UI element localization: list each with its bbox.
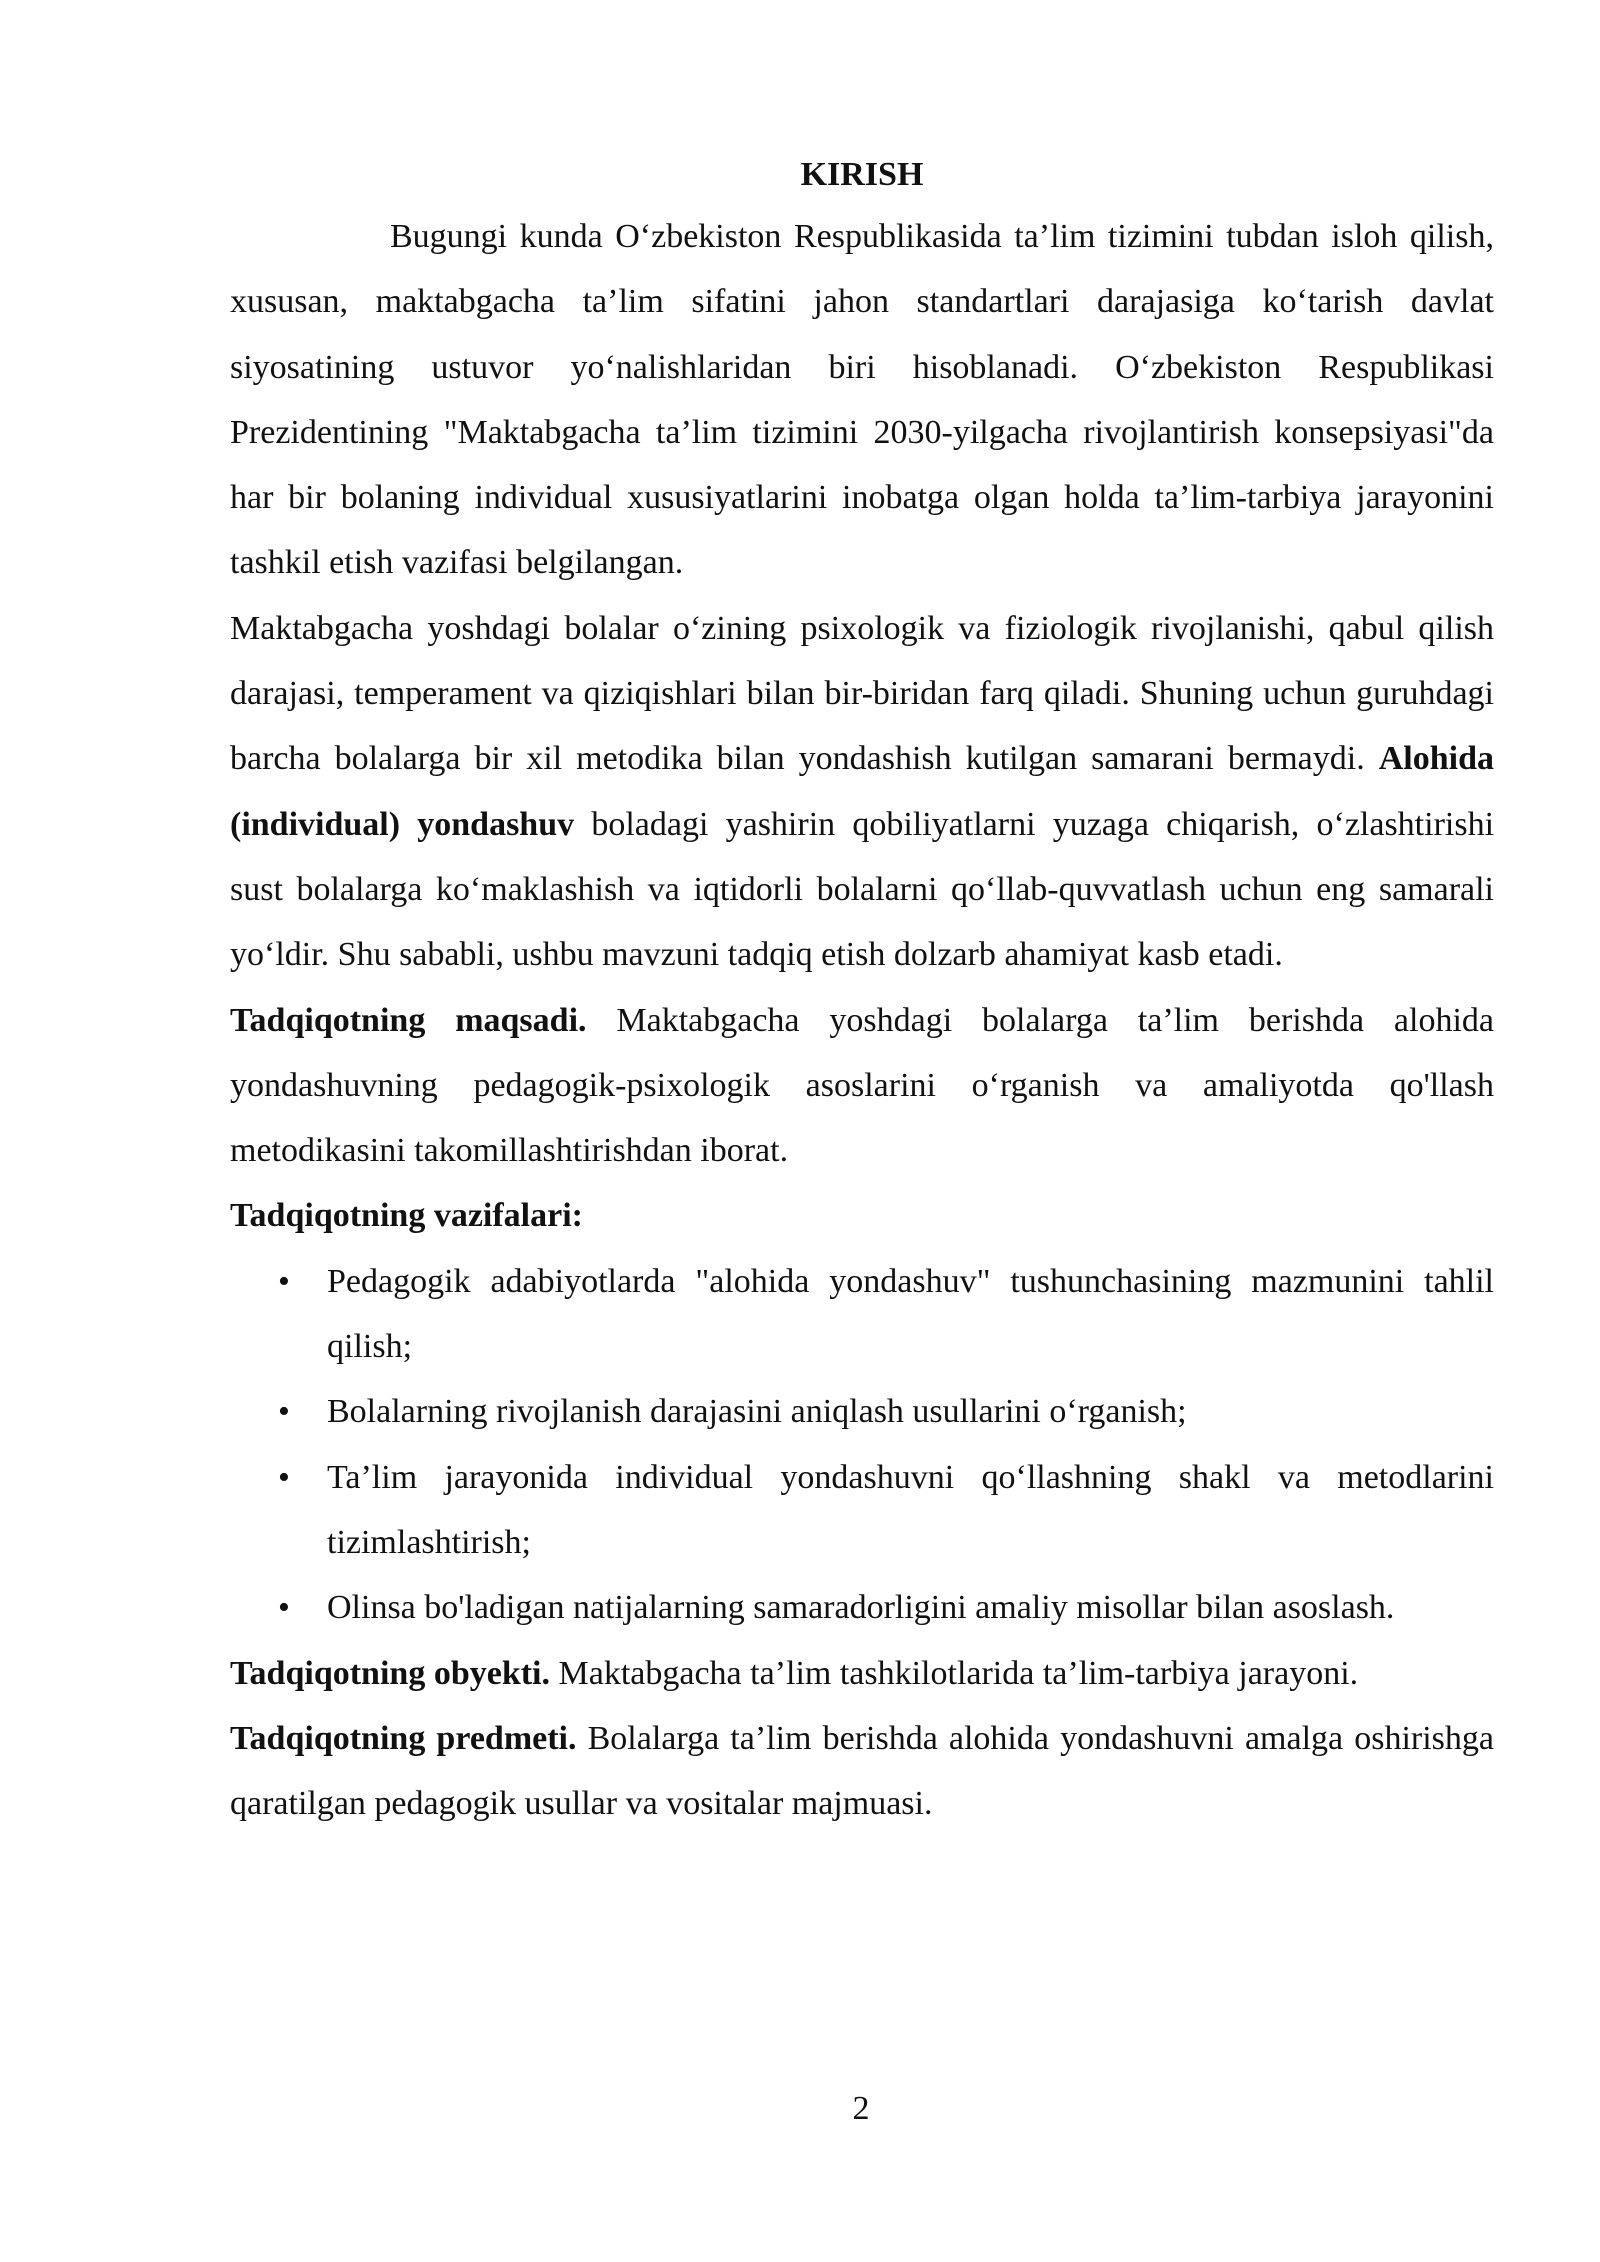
tasks-list — [230, 1249, 1494, 1641]
tasks-heading — [230, 1183, 1494, 1248]
relevance-paragraph — [230, 596, 1494, 988]
bullet-icon: • — [278, 1589, 290, 1627]
list-item-text: Pedagogik adabiyotlarda "alohida yondashuv" tushunchasining mazmunini tahlil qilish; — [327, 1262, 1494, 1366]
list-item — [230, 1379, 1494, 1444]
goal-text: Maktabgacha yoshdagi bolalarga ta’lim berishda alohida yondashuvning pedagogik-psixologik asoslarini oʻrganish va amaliyotda qo'llash metodikasini takomillashtirishdan iborat. — [230, 1001, 1494, 1170]
tasks-label: Tadqiqotning vazifalari: — [230, 1197, 583, 1235]
document-body — [230, 150, 1494, 1836]
list-item-text: Bolalarning rivojlanish darajasini aniqlash usullarini oʻrganish; — [327, 1393, 1187, 1431]
list-item — [230, 1445, 1494, 1576]
bullet-icon: • — [278, 1458, 290, 1496]
goal-paragraph — [230, 988, 1494, 1184]
list-item — [230, 1575, 1494, 1640]
object-text: Maktabgacha ta’lim tashkilotlarida ta’lim-tarbiya jarayoni. — [558, 1654, 1359, 1692]
relevance-bold-term: Alohida (individual) yondashuv — [230, 740, 1495, 843]
section-title: KIRISH — [800, 156, 924, 193]
intro-paragraph: Bugungi kunda Oʻzbekiston Respublikasida ta’lim tizimini tubdan isloh qilish, xususan, maktabgacha ta’lim sifatini jahon standartlari darajasiga koʻtarish davlat siyosatining ustuvor yoʻnalishlaridan biri hisoblanadi. Oʻzbekiston Respublikasi Prezidentining "Maktabgacha ta’lim tizimini 2030-yilgacha rivojlantirish konsepsiyasi"da har bir bolaning individual xususiyatlarini inobatga olgan holda ta’lim-tarbiya jarayonini tashkil etish vazifasi belgilangan. — [230, 218, 1494, 582]
relevance-text-start: Maktabgacha yoshdagi bolalar oʻzining psixologik va fiziologik rivojlanishi, qabul qilish darajasi, temperament va qiziqishlari bilan bir-biridan farq qiladi. Shuning uchun guruhdagi barcha bolalarga bir xil metodika bilan yondashish kutilgan samarani bermaydi. — [230, 609, 1494, 778]
subject-label: Tadqiqotning predmeti. — [230, 1719, 577, 1757]
goal-label: Tadqiqotning maqsadi. — [230, 1001, 587, 1039]
object-paragraph — [230, 1641, 1494, 1706]
object-label: Tadqiqotning obyekti. — [230, 1654, 550, 1692]
list-item-text: Ta’lim jarayonida individual yondashuvni qoʻllashning shakl va metodlarini tizimlashtirish; — [327, 1458, 1494, 1561]
subject-text: Bolalarga ta’lim berishda alohida yondashuvni amalga oshirishga qaratilgan pedagogik usullar va vositalar majmuasi. — [230, 1719, 1494, 1823]
list-item-text: Olinsa bo'ladigan natijalarning samaradorligini amaliy misollar bilan asoslash. — [327, 1589, 1395, 1627]
page-number: 2 — [852, 2090, 870, 2127]
subject-paragraph — [230, 1706, 1494, 1837]
list-item — [230, 1249, 1494, 1380]
bullet-icon: • — [278, 1393, 290, 1431]
bullet-icon: • — [278, 1262, 290, 1300]
relevance-text-end: boladagi yashirin qobiliyatlarni yuzaga chiqarish, oʻzlashtirishi sust bolalarga koʻmaklashish va iqtidorli bolalarni qoʻllab-quvvatlash uchun eng samarali yoʻldir. Shu sababli, ushbu mavzuni tadqiq etish dolzarb ahamiyat kasb etadi. — [230, 805, 1495, 974]
